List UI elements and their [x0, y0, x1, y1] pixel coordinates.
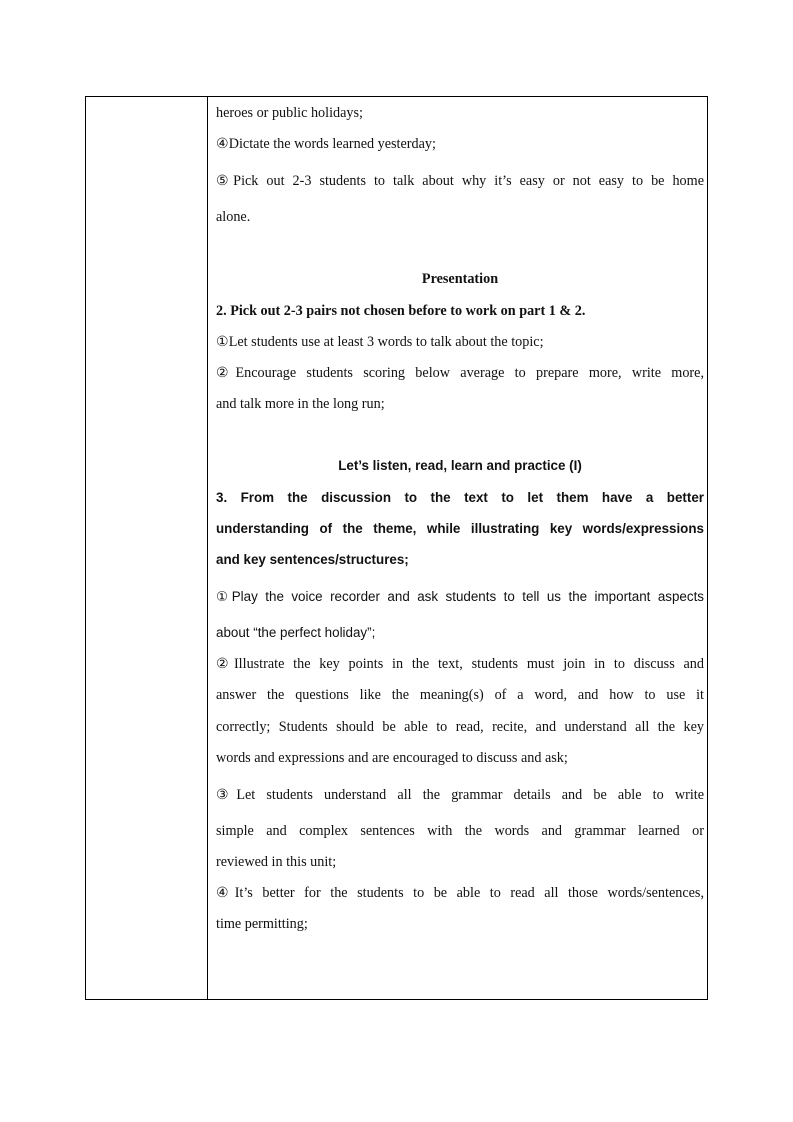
text-line: time permitting; — [216, 916, 308, 932]
text-line: words and expressions and are encouraged to discuss and ask; — [216, 750, 568, 766]
text-line: ①Let students use at least 3 words to talk about the topic; — [216, 334, 544, 350]
text-line: correctly; Students should be able to read, recite, and understand all the key — [216, 719, 704, 735]
section-heading-presentation: Presentation — [421, 271, 499, 287]
text-line: simple and complex sentences with the words and grammar learned or — [216, 823, 704, 839]
lesson-plan-table — [85, 96, 708, 1000]
text-line: ④It’s better for the students to be able to read all those words/sentences, — [216, 885, 704, 901]
step-heading: 2. Pick out 2-3 pairs not chosen before to work on part 1 & 2. — [216, 303, 586, 319]
step-heading: 3. From the discussion to the text to let them have a better — [216, 490, 704, 505]
text-line: alone. — [216, 209, 251, 225]
text-line: ②Encourage students scoring below average to prepare more, write more, — [216, 365, 704, 381]
text-line: ⑤Pick out 2-3 students to talk about why it’s easy or not easy to be home — [216, 173, 704, 189]
text-line: about “the perfect holiday”; — [216, 625, 376, 640]
step-heading: and key sentences/structures; — [216, 552, 409, 567]
text-line: ③Let students understand all the grammar details and be able to write — [216, 787, 704, 803]
text-line: answer the questions like the meaning(s) of a word, and how to use it — [216, 687, 704, 703]
text-line: ④Dictate the words learned yesterday; — [216, 136, 436, 152]
column-divider — [207, 97, 208, 999]
text-line: ②Illustrate the key points in the text, students must join in to discuss and — [216, 656, 704, 672]
text-line: and talk more in the long run; — [216, 396, 385, 412]
section-heading-listen-read: Let’s listen, read, learn and practice (I) — [338, 458, 582, 473]
text-line: ①Play the voice recorder and ask students to tell us the important aspects — [216, 589, 704, 604]
text-line: reviewed in this unit; — [216, 854, 337, 870]
text-line: heroes or public holidays; — [216, 105, 363, 121]
step-heading: understanding of the theme, while illustrating key words/expressions — [216, 521, 704, 536]
